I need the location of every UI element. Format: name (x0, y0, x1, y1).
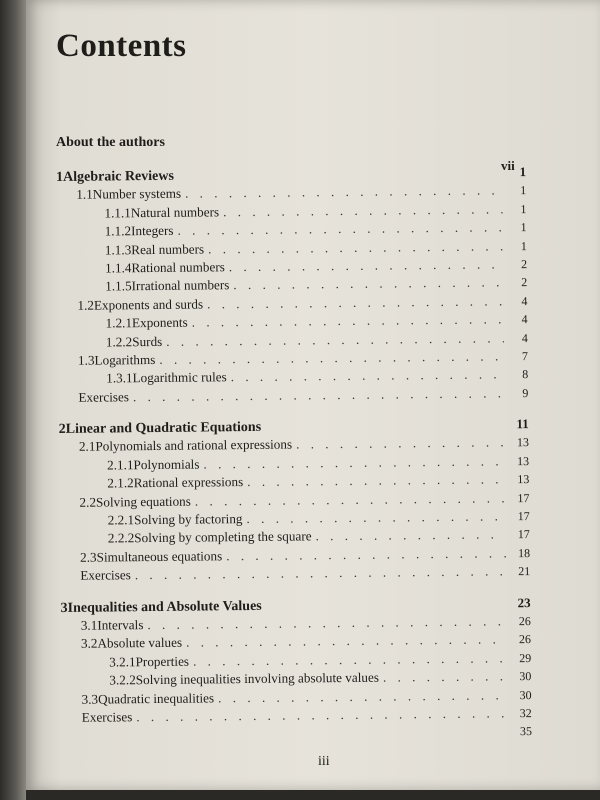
dot-leader (315, 526, 506, 546)
entry-number: 2.1 (78, 439, 96, 455)
entry-page-number: 2 (520, 257, 528, 272)
entry-page-number: 30 (519, 669, 532, 684)
about-authors-page: vii (501, 158, 515, 173)
dot-leader (136, 704, 508, 726)
entry-number: 1.3 (77, 352, 95, 368)
entry-number: 2.2.2 (107, 530, 135, 546)
entry-number: 3.2 (80, 635, 98, 652)
entry-number: 2.1.2 (107, 475, 134, 491)
entry-title: Natural numbers (130, 204, 220, 220)
entry-page-number: 1 (520, 183, 527, 198)
entry-title: Solving equations (95, 493, 191, 510)
entry-title: Integers (130, 222, 174, 239)
page-folio: iii (318, 754, 330, 769)
entry-title: Inequalities and Absolute Values (67, 598, 262, 616)
entry-page-number: 21 (518, 564, 531, 579)
entry-number: 1.1 (76, 187, 93, 203)
entry-page-number: 32 (519, 705, 532, 721)
entry-title: Rational expressions (133, 474, 244, 491)
exercises-entry (60, 562, 530, 585)
page-bottom-edge (26, 790, 600, 800)
dot-leader (383, 667, 508, 687)
entry-page-number: 29 (519, 650, 532, 665)
entry-page-number: 26 (518, 632, 532, 647)
entry-title: Number systems (92, 186, 182, 203)
table-of-contents (56, 163, 532, 746)
entry-title: Intervals (97, 617, 144, 633)
entry-title: Polynomials and rational expressions (95, 437, 293, 455)
entry-title: Algebraic Reviews (63, 168, 174, 185)
entry-page-number: 17 (517, 490, 530, 505)
dot-leader (133, 384, 505, 406)
entry-number: 1.2.1 (105, 315, 133, 331)
entry-title: Solving by completing the square (134, 528, 312, 546)
entry-title: Exercises (80, 567, 131, 583)
entry-page-number: 35 (519, 724, 532, 739)
about-authors-label: About the authors (56, 135, 165, 150)
entry-page-number: 13 (517, 472, 530, 487)
entry-title: Solving by factoring (133, 511, 243, 528)
exercises-entry (58, 384, 528, 407)
entry-page-number: 23 (517, 594, 531, 610)
dot-leader (135, 563, 507, 585)
entry-title: Simultaneous equations (96, 548, 223, 565)
entry-title: Polynomials (133, 456, 200, 473)
entry-title: Irrational numbers (131, 277, 230, 294)
entry-title: Logarithmic rules (132, 369, 227, 386)
entry-page-number: 13 (516, 435, 529, 450)
entry-page-number: 18 (517, 545, 531, 560)
entry-title: Real numbers (131, 241, 205, 257)
entry-title: Absolute values (97, 635, 183, 651)
entry-title: Exercises (78, 388, 130, 405)
entry-number: 3.3 (81, 691, 99, 707)
entry-title: Linear and Quadratic Equations (65, 419, 262, 437)
entry-title: Exponents (131, 314, 188, 331)
entry-page-number: 1 (520, 201, 527, 216)
entry-title: Surds (132, 333, 163, 349)
entry-page-number: 4 (521, 293, 528, 308)
entry-number: 1.2 (77, 297, 94, 313)
entry-page-number: 7 (521, 348, 529, 364)
entry-page-number: 8 (522, 367, 529, 382)
entry-number: 3.2.1 (109, 653, 136, 670)
entry-title: Rational numbers (131, 259, 225, 276)
entry-number: 3 (60, 600, 68, 616)
entry-number: 1.1.2 (104, 223, 132, 239)
entry-number: 1.1.5 (105, 278, 132, 294)
entry-page-number: 13 (517, 453, 530, 469)
dot-leader (296, 434, 505, 455)
entry-number: 1 (56, 169, 64, 185)
entry-number: 2.3 (79, 549, 97, 565)
entry-number: 3.1 (80, 617, 98, 633)
entry-number: 1.1.3 (104, 241, 132, 258)
entry-number: 1.2.2 (105, 333, 133, 350)
entry-number: 2.1.1 (107, 457, 134, 473)
entry-title: Exponents and surds (93, 296, 204, 313)
book-spine-shadow (0, 0, 26, 800)
entry-page-number: 1 (520, 220, 527, 235)
entry-page-number: 4 (521, 312, 528, 327)
entry-number: 3.2.2 (109, 672, 136, 688)
entry-title: Exercises (81, 709, 133, 725)
entry-page-number: 1 (519, 164, 527, 180)
entry-page-number: 30 (519, 687, 532, 702)
entry-number: 2.2 (79, 494, 97, 510)
entry-number: 1.1.1 (104, 205, 131, 221)
page-title: Contents (56, 28, 187, 64)
entry-page-number: 11 (516, 416, 529, 432)
entry-page-number: 1 (520, 238, 527, 253)
entry-page-number: 9 (522, 385, 529, 400)
entry-title: Solving inequalities involving absolute values (135, 669, 380, 688)
entry-page-number: 2 (521, 275, 528, 290)
entry-number: 2 (58, 421, 66, 438)
entry-page-number: 4 (521, 330, 528, 345)
entry-page-number: 17 (517, 527, 530, 542)
entry-page-number: 26 (518, 614, 531, 629)
entry-number: 1.1.4 (104, 260, 132, 276)
entry-title: Logarithms (94, 351, 156, 368)
entry-title: Properties (135, 653, 190, 669)
entry-number: 2.2.1 (107, 512, 135, 528)
entry-title: Quadratic inequalities (97, 689, 215, 707)
entry-number: 1.3.1 (106, 370, 133, 386)
entry-page-number: 17 (517, 509, 530, 524)
